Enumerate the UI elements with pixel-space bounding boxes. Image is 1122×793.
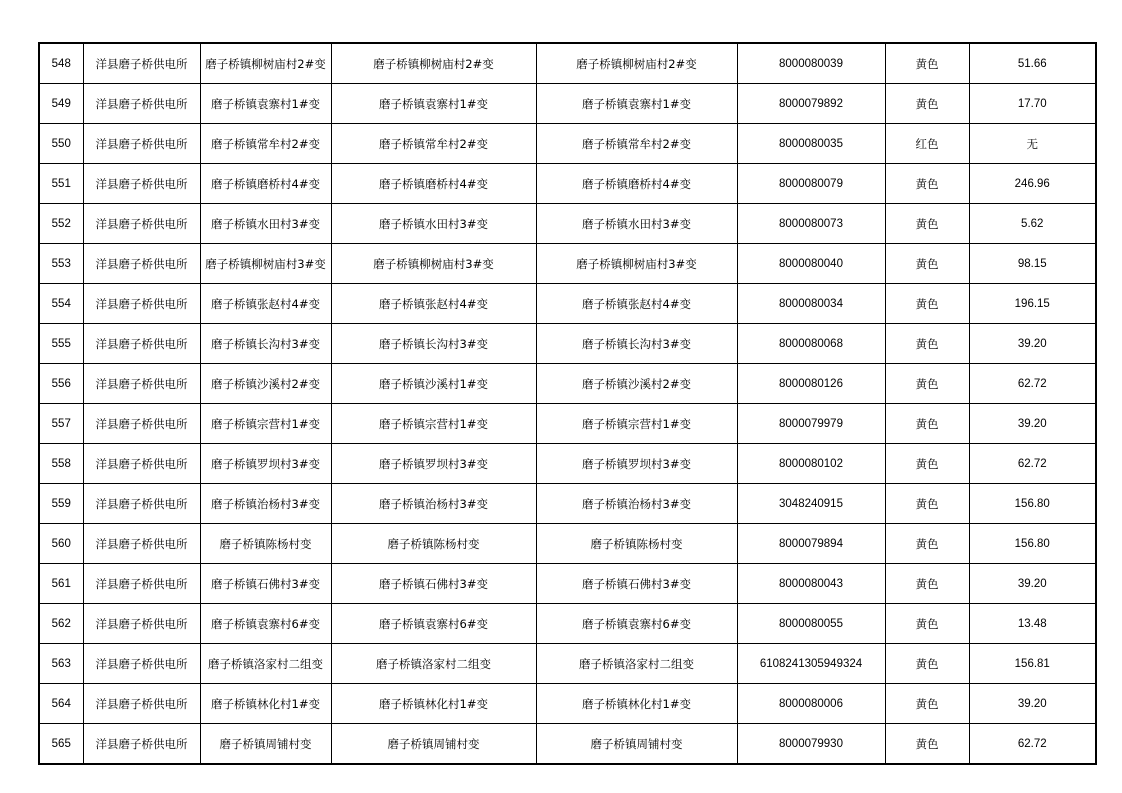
cell-row-index: 550 [39,124,83,164]
cell-line-name: 磨子桥镇袁寨村6#变 [331,604,536,644]
table-row [39,724,1096,765]
cell-area-name: 磨子桥镇柳树庙村2#变 [536,43,737,84]
cell-value: 51.66 [969,43,1096,84]
cell-station-name: 洋县磨子桥供电所 [83,444,200,484]
cell-meter-id: 8000080055 [737,604,885,644]
cell-area-name: 磨子桥镇袁寨村1#变 [536,84,737,124]
cell-meter-id: 8000080079 [737,164,885,204]
cell-line-name: 磨子桥镇石佛村3#变 [331,564,536,604]
cell-row-index: 553 [39,244,83,284]
cell-status-color: 黄色 [885,404,969,444]
cell-line-name: 磨子桥镇宗营村1#变 [331,404,536,444]
cell-row-index: 560 [39,524,83,564]
cell-value: 39.20 [969,324,1096,364]
table-row [39,404,1096,444]
cell-line-name: 磨子桥镇磨桥村4#变 [331,164,536,204]
cell-status-color: 红色 [885,124,969,164]
cell-row-index: 554 [39,284,83,324]
table-row [39,644,1096,684]
cell-station-name: 洋县磨子桥供电所 [83,684,200,724]
cell-value: 13.48 [969,604,1096,644]
cell-station-name: 洋县磨子桥供电所 [83,564,200,604]
cell-row-index: 564 [39,684,83,724]
cell-status-color: 黄色 [885,524,969,564]
cell-line-name: 磨子桥镇水田村3#变 [331,204,536,244]
cell-station-name: 洋县磨子桥供电所 [83,124,200,164]
cell-value: 无 [969,124,1096,164]
cell-transformer-name: 磨子桥镇石佛村3#变 [200,564,331,604]
cell-area-name: 磨子桥镇沙溪村2#变 [536,364,737,404]
table-row [39,484,1096,524]
cell-status-color: 黄色 [885,244,969,284]
cell-value: 62.72 [969,364,1096,404]
cell-station-name: 洋县磨子桥供电所 [83,604,200,644]
cell-station-name: 洋县磨子桥供电所 [83,364,200,404]
cell-line-name: 磨子桥镇常牟村2#变 [331,124,536,164]
data-table [38,42,1097,765]
table-row [39,204,1096,244]
cell-area-name: 磨子桥镇治杨村3#变 [536,484,737,524]
cell-area-name: 磨子桥镇水田村3#变 [536,204,737,244]
cell-area-name: 磨子桥镇林化村1#变 [536,684,737,724]
cell-row-index: 549 [39,84,83,124]
cell-value: 156.80 [969,524,1096,564]
cell-transformer-name: 磨子桥镇张赵村4#变 [200,284,331,324]
cell-meter-id: 8000080034 [737,284,885,324]
cell-transformer-name: 磨子桥镇宗营村1#变 [200,404,331,444]
cell-row-index: 559 [39,484,83,524]
cell-status-color: 黄色 [885,444,969,484]
cell-status-color: 黄色 [885,564,969,604]
cell-station-name: 洋县磨子桥供电所 [83,404,200,444]
cell-area-name: 磨子桥镇长沟村3#变 [536,324,737,364]
cell-value: 156.80 [969,484,1096,524]
cell-status-color: 黄色 [885,364,969,404]
cell-meter-id: 8000079979 [737,404,885,444]
cell-station-name: 洋县磨子桥供电所 [83,204,200,244]
cell-meter-id: 8000080035 [737,124,885,164]
cell-status-color: 黄色 [885,204,969,244]
cell-status-color: 黄色 [885,43,969,84]
cell-area-name: 磨子桥镇柳树庙村3#变 [536,244,737,284]
cell-area-name: 磨子桥镇宗营村1#变 [536,404,737,444]
cell-area-name: 磨子桥镇袁寨村6#变 [536,604,737,644]
cell-transformer-name: 磨子桥镇周铺村变 [200,724,331,765]
cell-transformer-name: 磨子桥镇林化村1#变 [200,684,331,724]
cell-meter-id: 6108241305949324 [737,644,885,684]
cell-row-index: 561 [39,564,83,604]
cell-value: 17.70 [969,84,1096,124]
cell-area-name: 磨子桥镇洛家村二组变 [536,644,737,684]
cell-transformer-name: 磨子桥镇水田村3#变 [200,204,331,244]
cell-transformer-name: 磨子桥镇袁寨村6#变 [200,604,331,644]
cell-row-index: 552 [39,204,83,244]
cell-area-name: 磨子桥镇石佛村3#变 [536,564,737,604]
cell-station-name: 洋县磨子桥供电所 [83,164,200,204]
cell-value: 62.72 [969,444,1096,484]
cell-meter-id: 8000080043 [737,564,885,604]
table-row [39,564,1096,604]
cell-line-name: 磨子桥镇周铺村变 [331,724,536,765]
table-row [39,604,1096,644]
cell-area-name: 磨子桥镇周铺村变 [536,724,737,765]
cell-line-name: 磨子桥镇林化村1#变 [331,684,536,724]
cell-area-name: 磨子桥镇张赵村4#变 [536,284,737,324]
cell-status-color: 黄色 [885,604,969,644]
cell-row-index: 558 [39,444,83,484]
cell-row-index: 557 [39,404,83,444]
cell-meter-id: 3048240915 [737,484,885,524]
cell-row-index: 563 [39,644,83,684]
cell-line-name: 磨子桥镇治杨村3#变 [331,484,536,524]
cell-station-name: 洋县磨子桥供电所 [83,84,200,124]
cell-status-color: 黄色 [885,644,969,684]
cell-meter-id: 8000079930 [737,724,885,765]
cell-line-name: 磨子桥镇沙溪村1#变 [331,364,536,404]
cell-station-name: 洋县磨子桥供电所 [83,724,200,765]
cell-area-name: 磨子桥镇磨桥村4#变 [536,164,737,204]
cell-row-index: 556 [39,364,83,404]
cell-transformer-name: 磨子桥镇治杨村3#变 [200,484,331,524]
cell-line-name: 磨子桥镇陈杨村变 [331,524,536,564]
cell-status-color: 黄色 [885,324,969,364]
cell-status-color: 黄色 [885,684,969,724]
cell-value: 246.96 [969,164,1096,204]
cell-station-name: 洋县磨子桥供电所 [83,284,200,324]
cell-value: 62.72 [969,724,1096,765]
cell-value: 39.20 [969,404,1096,444]
cell-line-name: 磨子桥镇张赵村4#变 [331,284,536,324]
cell-station-name: 洋县磨子桥供电所 [83,524,200,564]
cell-meter-id: 8000080040 [737,244,885,284]
cell-transformer-name: 磨子桥镇袁寨村1#变 [200,84,331,124]
cell-status-color: 黄色 [885,84,969,124]
table-row [39,43,1096,84]
table-row [39,284,1096,324]
cell-line-name: 磨子桥镇柳树庙村3#变 [331,244,536,284]
table-row [39,684,1096,724]
cell-area-name: 磨子桥镇常牟村2#变 [536,124,737,164]
table-row [39,444,1096,484]
cell-area-name: 磨子桥镇陈杨村变 [536,524,737,564]
cell-value: 156.81 [969,644,1096,684]
cell-station-name: 洋县磨子桥供电所 [83,324,200,364]
table-row [39,84,1096,124]
cell-row-index: 565 [39,724,83,765]
cell-status-color: 黄色 [885,484,969,524]
cell-row-index: 562 [39,604,83,644]
cell-value: 39.20 [969,684,1096,724]
cell-transformer-name: 磨子桥镇磨桥村4#变 [200,164,331,204]
cell-value: 196.15 [969,284,1096,324]
cell-meter-id: 8000080126 [737,364,885,404]
cell-meter-id: 8000079894 [737,524,885,564]
cell-meter-id: 8000080068 [737,324,885,364]
cell-meter-id: 8000080102 [737,444,885,484]
cell-line-name: 磨子桥镇袁寨村1#变 [331,84,536,124]
cell-row-index: 548 [39,43,83,84]
cell-row-index: 551 [39,164,83,204]
cell-transformer-name: 磨子桥镇长沟村3#变 [200,324,331,364]
cell-station-name: 洋县磨子桥供电所 [83,244,200,284]
cell-meter-id: 8000079892 [737,84,885,124]
cell-status-color: 黄色 [885,724,969,765]
cell-station-name: 洋县磨子桥供电所 [83,644,200,684]
cell-status-color: 黄色 [885,164,969,204]
cell-meter-id: 8000080073 [737,204,885,244]
table-row [39,324,1096,364]
cell-station-name: 洋县磨子桥供电所 [83,43,200,84]
table-body [39,43,1096,764]
table-row [39,364,1096,404]
cell-line-name: 磨子桥镇长沟村3#变 [331,324,536,364]
cell-transformer-name: 磨子桥镇罗坝村3#变 [200,444,331,484]
cell-area-name: 磨子桥镇罗坝村3#变 [536,444,737,484]
table-row [39,244,1096,284]
cell-transformer-name: 磨子桥镇柳树庙村2#变 [200,43,331,84]
cell-line-name: 磨子桥镇柳树庙村2#变 [331,43,536,84]
cell-line-name: 磨子桥镇洛家村二组变 [331,644,536,684]
cell-line-name: 磨子桥镇罗坝村3#变 [331,444,536,484]
cell-transformer-name: 磨子桥镇常牟村2#变 [200,124,331,164]
cell-value: 98.15 [969,244,1096,284]
cell-transformer-name: 磨子桥镇柳树庙村3#变 [200,244,331,284]
table-row [39,164,1096,204]
cell-transformer-name: 磨子桥镇沙溪村2#变 [200,364,331,404]
cell-transformer-name: 磨子桥镇洛家村二组变 [200,644,331,684]
cell-station-name: 洋县磨子桥供电所 [83,484,200,524]
cell-value: 5.62 [969,204,1096,244]
cell-meter-id: 8000080039 [737,43,885,84]
cell-transformer-name: 磨子桥镇陈杨村变 [200,524,331,564]
cell-meter-id: 8000080006 [737,684,885,724]
cell-status-color: 黄色 [885,284,969,324]
cell-value: 39.20 [969,564,1096,604]
table-row [39,124,1096,164]
cell-row-index: 555 [39,324,83,364]
table-row [39,524,1096,564]
